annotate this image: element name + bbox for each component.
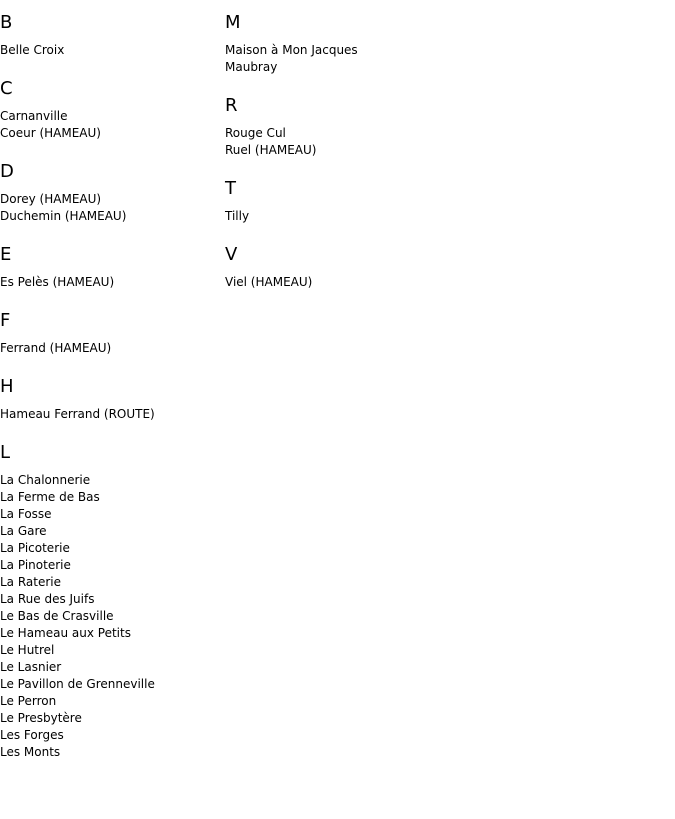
street-item-les-monts[interactable]: Les Monts — [0, 745, 61, 759]
letter-heading: L — [0, 442, 11, 463]
street-list — [225, 208, 445, 225]
letter-heading: E — [0, 244, 12, 265]
street-index-left-column — [0, 12, 220, 780]
street-item-le-presbytere[interactable]: Le Presbytère — [0, 711, 82, 725]
street-item-dorey-hameau[interactable]: Dorey (HAMEAU) — [0, 192, 102, 206]
street-item-le-hutrel[interactable]: Le Hutrel — [0, 643, 55, 657]
street-item-la-rue-des-juifs[interactable]: La Rue des Juifs — [0, 592, 95, 606]
street-item-le-perron[interactable]: Le Perron — [0, 694, 57, 708]
street-item-carnanville[interactable]: Carnanville — [0, 109, 68, 123]
letter-heading: M — [225, 12, 241, 33]
letter-heading: F — [0, 310, 11, 331]
letter-group-t — [225, 178, 445, 225]
letter-heading: V — [225, 244, 238, 265]
street-item-la-pinoterie[interactable]: La Pinoterie — [0, 558, 71, 572]
street-list — [0, 191, 220, 225]
letter-group-b — [0, 12, 220, 59]
street-item-la-ferme-de-bas[interactable]: La Ferme de Bas — [0, 490, 100, 504]
street-item-maubray[interactable]: Maubray — [225, 60, 278, 74]
street-list — [0, 108, 220, 142]
letter-heading: R — [225, 95, 238, 116]
letter-heading: D — [0, 161, 14, 182]
letter-group-l — [0, 442, 220, 761]
street-item-la-gare[interactable]: La Gare — [0, 524, 47, 538]
street-index-right-column — [225, 12, 445, 310]
street-item-les-forges[interactable]: Les Forges — [0, 728, 64, 742]
street-item-le-pavillon-de-grenneville[interactable]: Le Pavillon de Grenneville — [0, 677, 155, 691]
street-item-tilly[interactable]: Tilly — [225, 209, 250, 223]
street-item-ruel-hameau[interactable]: Ruel (HAMEAU) — [225, 143, 317, 157]
street-item-le-bas-de-crasville[interactable]: Le Bas de Crasville — [0, 609, 114, 623]
letter-group-c — [0, 78, 220, 142]
street-item-le-hameau-aux-petits[interactable]: Le Hameau aux Petits — [0, 626, 131, 640]
street-item-duchemin-hameau[interactable]: Duchemin (HAMEAU) — [0, 209, 127, 223]
street-list — [225, 42, 445, 76]
street-item-la-raterie[interactable]: La Raterie — [0, 575, 62, 589]
street-list — [0, 472, 220, 761]
letter-heading: T — [225, 178, 236, 199]
letter-group-h — [0, 376, 220, 423]
letter-group-d — [0, 161, 220, 225]
street-list — [0, 406, 220, 423]
letter-heading: B — [0, 12, 13, 33]
street-item-es-peles-hameau[interactable]: Es Pelès (HAMEAU) — [0, 275, 115, 289]
street-item-ferrand-hameau[interactable]: Ferrand (HAMEAU) — [0, 341, 112, 355]
street-item-viel-hameau[interactable]: Viel (HAMEAU) — [225, 275, 313, 289]
letter-group-e — [0, 244, 220, 291]
letter-group-v — [225, 244, 445, 291]
letter-group-m — [225, 12, 445, 76]
street-list — [225, 274, 445, 291]
street-list — [225, 125, 445, 159]
street-item-la-fosse[interactable]: La Fosse — [0, 507, 52, 521]
street-list — [0, 340, 220, 357]
street-item-maison-a-mon-jacques[interactable]: Maison à Mon Jacques — [225, 43, 358, 57]
letter-heading: C — [0, 78, 13, 99]
letter-heading: H — [0, 376, 14, 397]
street-item-rouge-cul[interactable]: Rouge Cul — [225, 126, 286, 140]
street-item-hameau-ferrand-route[interactable]: Hameau Ferrand (ROUTE) — [0, 407, 155, 421]
street-item-la-chalonnerie[interactable]: La Chalonnerie — [0, 473, 91, 487]
street-list — [0, 42, 220, 59]
street-item-belle-croix[interactable]: Belle Croix — [0, 43, 65, 57]
letter-group-f — [0, 310, 220, 357]
street-item-la-picoterie[interactable]: La Picoterie — [0, 541, 70, 555]
letter-group-r — [225, 95, 445, 159]
street-list — [0, 274, 220, 291]
street-item-coeur-hameau[interactable]: Coeur (HAMEAU) — [0, 126, 101, 140]
street-item-le-lasnier[interactable]: Le Lasnier — [0, 660, 62, 674]
